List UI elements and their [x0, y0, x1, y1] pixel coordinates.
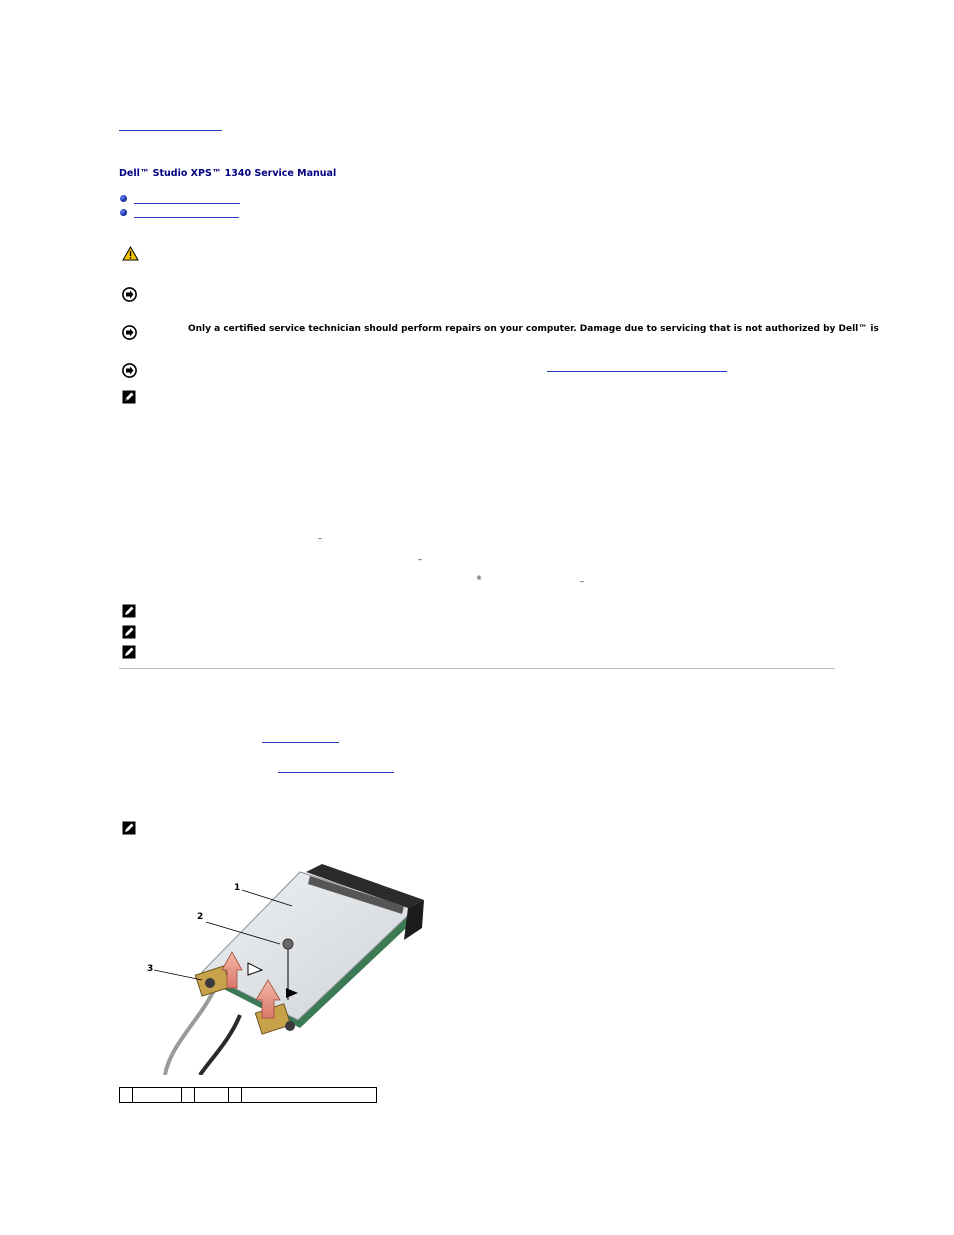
- blue-bullet-icon: [120, 209, 127, 216]
- registered-mark: ®: [476, 575, 482, 582]
- mini-card-illustration: [140, 860, 440, 1075]
- toc-link-removing[interactable]: [134, 203, 240, 204]
- note-pencil-icon: [122, 821, 136, 835]
- note-pencil-icon: [122, 645, 136, 659]
- table-cell: [120, 1088, 133, 1103]
- note-pencil-icon: [122, 604, 136, 618]
- contents-page-link[interactable]: [119, 130, 222, 131]
- blue-bullet-icon: [120, 195, 127, 202]
- table-cell: [195, 1088, 229, 1103]
- notice-circle-icon: [122, 363, 137, 378]
- safety-info-link[interactable]: [547, 371, 727, 372]
- callout-3: 3: [147, 964, 154, 974]
- callout-2: 2: [197, 912, 204, 922]
- table-cell: [182, 1088, 195, 1103]
- page-title: Dell™ Studio XPS™ 1340 Service Manual: [119, 168, 337, 179]
- table-row: [120, 1088, 377, 1103]
- notice-circle-icon: [122, 325, 137, 340]
- note-pencil-icon: [122, 625, 136, 639]
- callout-1: 1: [234, 883, 241, 893]
- note-pencil-icon: [122, 390, 136, 404]
- warning-triangle-icon: [122, 246, 139, 261]
- dash-mark: –: [580, 577, 584, 586]
- callout-table: [119, 1087, 377, 1103]
- dash-mark: –: [318, 534, 322, 543]
- notice-text: Only a certified service technician should perform repairs on your computer. Damage due to servicing that is not authorized by Dell™ is: [188, 324, 879, 334]
- table-cell: [242, 1088, 377, 1103]
- table-cell: [229, 1088, 242, 1103]
- base-cover-link[interactable]: [278, 772, 394, 773]
- section-divider: [119, 668, 835, 669]
- table-cell: [133, 1088, 182, 1103]
- notice-circle-icon: [122, 287, 137, 302]
- dash-mark: –: [418, 555, 422, 564]
- before-you-begin-link[interactable]: [262, 742, 339, 743]
- toc-link-replacing[interactable]: [134, 217, 239, 218]
